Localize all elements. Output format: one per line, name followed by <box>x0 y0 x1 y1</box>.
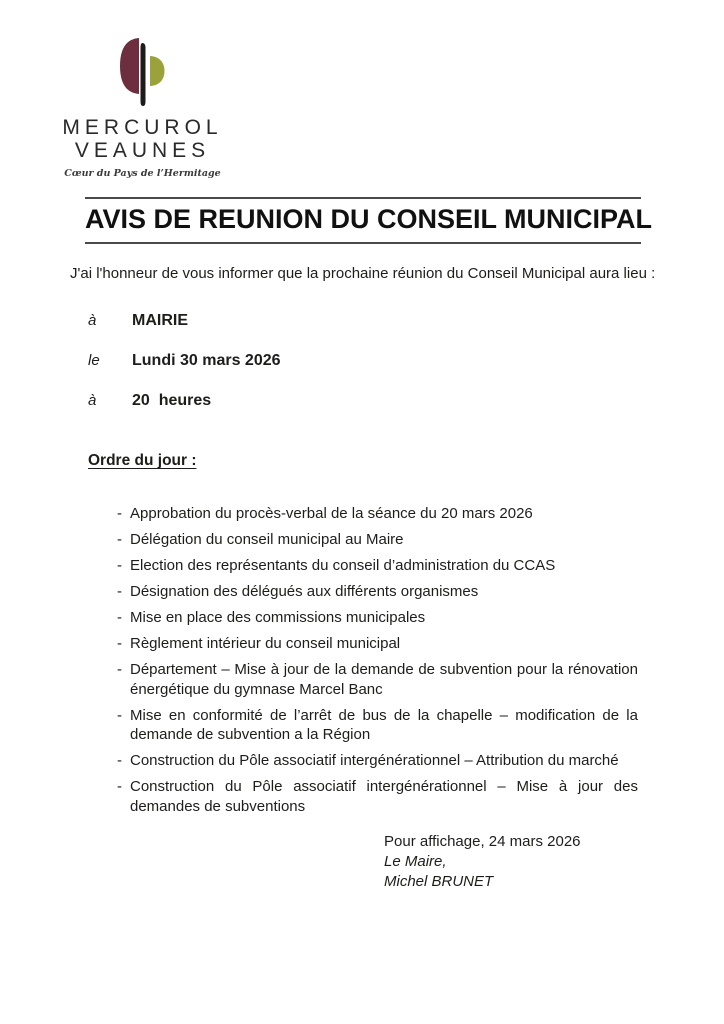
meeting-date: Lundi 30 mars 2026 <box>132 352 281 369</box>
agenda-item <box>117 634 638 654</box>
posting-date-line: Pour affichage, 24 mars 2026 <box>384 833 581 850</box>
agenda-item <box>117 608 638 628</box>
agenda-item-text: Mise en conformité de l’arrêt de bus de la chapelle – modification de la demande de subvention a la Région <box>130 706 638 743</box>
agenda-item <box>117 706 638 745</box>
grape-vine-logo-icon <box>117 36 169 110</box>
agenda-item-text: Désignation des délégués aux différents organismes <box>130 583 479 600</box>
agenda-item-text: Construction du Pôle associatif intergénérationnel – Mise à jour des demandes de subventions <box>130 778 638 815</box>
agenda-item <box>117 556 638 576</box>
agenda-item <box>117 751 638 771</box>
agenda-item-text: Règlement intérieur du conseil municipal <box>130 635 401 652</box>
agenda-item-text: Délégation du conseil municipal au Maire <box>130 531 404 548</box>
meeting-time: 20 heures <box>132 392 212 409</box>
agenda-heading: Ordre du jour : <box>88 452 197 469</box>
detail-row-time <box>88 392 488 411</box>
dash-bullet: - <box>117 531 122 548</box>
dash-bullet: - <box>117 778 122 795</box>
detail-label: le <box>88 352 100 369</box>
agenda-item <box>117 530 638 550</box>
notice-title-banner <box>85 197 653 244</box>
meeting-details <box>88 312 488 432</box>
logo-text-mercurol: MERCUROL <box>62 116 223 139</box>
mayor-name-line: Michel BRUNET <box>384 873 494 890</box>
agenda-item-text: Election des représentants du conseil d’administration du CCAS <box>130 557 556 574</box>
logo-tagline: Cœur du Pays de l’Hermitage <box>64 168 221 179</box>
dash-bullet: - <box>117 661 122 678</box>
dash-bullet: - <box>117 505 122 522</box>
detail-label: à <box>88 312 97 329</box>
commune-logo <box>40 36 245 179</box>
dash-bullet: - <box>117 706 122 724</box>
meeting-place: MAIRIE <box>132 312 188 329</box>
signature-block <box>384 832 581 892</box>
agenda-item-text: Département – Mise à jour de la demande de subvention pour la rénovation énergétique du gymnase Marcel Banc <box>130 661 638 698</box>
agenda-item-text: Mise en place des commissions municipales <box>130 609 426 626</box>
agenda-item-text: Construction du Pôle associatif intergénérationnel – Attribution du marché <box>130 752 619 769</box>
logo-text-veaunes: VEAUNES <box>74 139 211 162</box>
intro-sentence: J'ai l'honneur de vous informer que la prochaine réunion du Conseil Municipal aura lieu : <box>70 265 656 282</box>
detail-label: à <box>88 392 97 409</box>
agenda-item-text: Approbation du procès-verbal de la séance du 20 mars 2026 <box>130 505 533 522</box>
agenda-item <box>117 777 638 816</box>
agenda-item <box>117 504 638 524</box>
dash-bullet: - <box>117 583 122 600</box>
agenda-item <box>117 582 638 602</box>
detail-row-date <box>88 352 488 371</box>
dash-bullet: - <box>117 752 122 769</box>
detail-row-place <box>88 312 488 331</box>
mayor-title-line: Le Maire, <box>384 853 447 870</box>
dash-bullet: - <box>117 557 122 574</box>
agenda-list <box>117 504 638 823</box>
dash-bullet: - <box>117 635 122 652</box>
agenda-item <box>117 660 638 699</box>
dash-bullet: - <box>117 609 122 626</box>
notice-title: AVIS DE REUNION DU CONSEIL MUNICIPAL <box>85 204 653 234</box>
